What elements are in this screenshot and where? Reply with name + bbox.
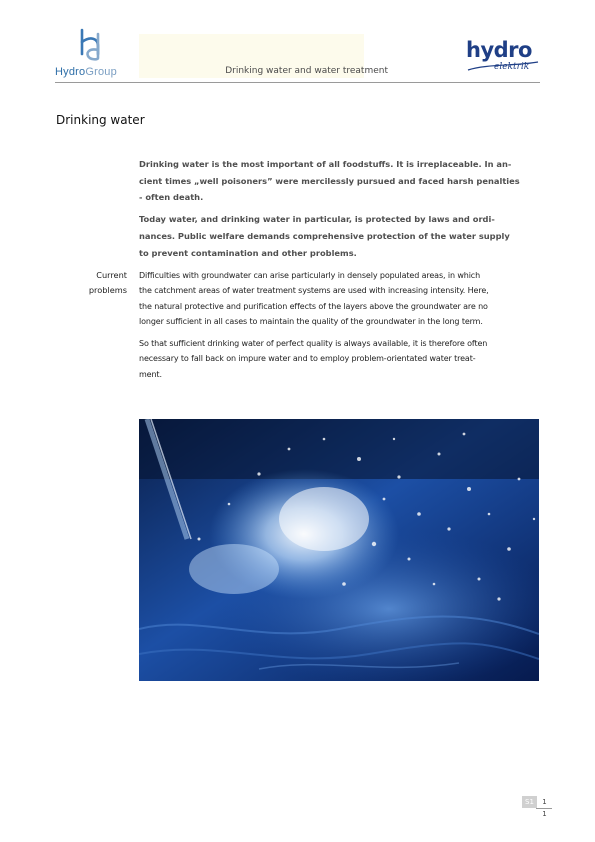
text-line: to prevent contamination and other problems. — [139, 247, 357, 258]
page-number-rule — [536, 808, 552, 809]
body-text — [139, 268, 541, 389]
hydrogroup-wordmark — [55, 66, 117, 78]
text-line: So that sufficient drinking water of perfect quality is always available, it is therefore often — [139, 339, 488, 349]
intro-paragraph-2 — [139, 211, 541, 261]
body-paragraph-1 — [139, 268, 541, 329]
text-line: nances. Public welfare demands comprehensive protection of the water supply — [139, 230, 510, 241]
text-line: - often death. — [139, 192, 204, 203]
text-line: the natural protective and purification effects of the layers above the groundwater are no — [139, 301, 488, 311]
page-number: 1 — [542, 798, 547, 806]
intro-text — [139, 156, 541, 266]
text-line: cient times „well poisoners” were mercilessly pursued and faced harsh penalties — [139, 175, 520, 186]
body-paragraph-2 — [139, 336, 541, 382]
text-line: Difficulties with groundwater can arise particularly in densely populated areas, in which — [139, 271, 481, 280]
text-line: ment. — [139, 369, 162, 379]
logo-swoosh-icon — [466, 40, 540, 78]
logo-left-part2: Group — [85, 66, 117, 78]
section-badge: S1 — [522, 796, 537, 808]
header-title: Drinking water and water treatment — [225, 66, 388, 76]
side-label-line: Current — [96, 270, 127, 280]
logo-right-main: hydro — [466, 38, 532, 62]
hydro-elektrik-logo — [466, 40, 540, 78]
hydrogroup-logo-icon — [78, 28, 104, 62]
text-line: necessary to fall back on impure water and to employ problem-orientated water treat- — [139, 354, 476, 364]
text-line: the catchment areas of water treatment systems are used with increasing intensity. Here, — [139, 286, 489, 296]
header-rule — [55, 82, 540, 83]
text-line: longer sufficient in all cases to maintain the quality of the groundwater in the long term. — [139, 316, 483, 326]
text-line: Drinking water is the most important of all foodstuffs. It is irreplaceable. In an- — [139, 159, 512, 169]
side-label-line: problems — [88, 285, 127, 296]
text-line: Today water, and drinking water in particular, is protected by laws and ordi- — [139, 214, 495, 225]
page-total: 1 — [542, 810, 547, 818]
side-label — [60, 268, 127, 299]
intro-paragraph-1 — [139, 156, 541, 206]
page-badge — [522, 796, 552, 808]
page-title: Drinking water — [56, 113, 145, 127]
water-splash-photo — [139, 419, 539, 681]
logo-left-part1: Hydro — [55, 66, 86, 78]
hydrogroup-logo — [55, 28, 135, 80]
logo-right-sub: elektrik — [494, 62, 530, 72]
